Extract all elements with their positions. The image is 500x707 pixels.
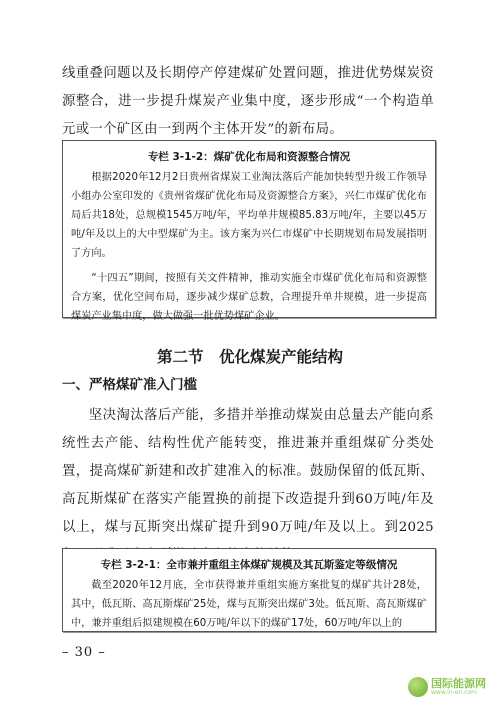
sidebar-box-3-2-1 <box>62 548 436 632</box>
box-body <box>63 576 435 632</box>
box-title: 专栏 3-2-1：全市兼并重组主体煤矿规模及其瓦斯鉴定等级情况 <box>100 559 398 571</box>
box-paragraph: 根据2020年12月2日贵州省煤炭工业淘汰落后产能加快转型升级工作领导小组办公室印发的《贵州省煤矿优化布局及资源整合方案》，兴仁市煤矿优化布局后共18处，总规模1545万吨/年，平均单井规模85.83万吨/年，主要以45万吨/年及以上的大中型煤矿为主。该方案为兴仁市煤矿中长期规划布局发展指明了方向。 <box>71 172 427 259</box>
main-paragraph: 坚决淘汰落后产能，多措并举推动煤炭由总量去产能向系统性去产能、结构性优产能转变，推进兼并重组煤矿分类处置，提高煤矿新建和改扩建准入的标准。鼓励保留的低瓦斯、高瓦斯煤矿在落实产能置换的前提下改造提升到60万吨/年及以上，煤与瓦斯突出煤矿提升到90万吨/年及以上。到2025 <box>62 408 434 535</box>
watermark-logo <box>408 677 486 697</box>
box-body <box>63 168 435 334</box>
box-paragraph: “十四五”期间，按照有关文件精神，推动实施全市煤矿优化布局和资源整合方案，优化空间布局，逐步减少煤矿总数，合理提升单井规模，进一步提高煤炭产业集中度，做大做强一批优势煤矿企业。 <box>71 273 427 322</box>
sidebar-box-3-1-2 <box>62 140 436 322</box>
sub-heading: 一、严格煤矿准入门槛 <box>62 377 197 393</box>
watermark-url: www.in-en.com <box>431 689 477 696</box>
box-title: 专栏 3-1-2：煤矿优化布局和资源整合情况 <box>147 151 351 163</box>
top-paragraph: 线重叠问题以及长期停产停建煤矿处置问题，推进优势煤炭资源整合，进一步提升煤炭产业集中度，逐步形成“一个构造单元或一个矿区由一到两个主体开发”的新布局。 <box>62 66 434 137</box>
globe-icon <box>408 677 428 697</box>
page-number: – 30 – <box>62 645 106 660</box>
section-title: 第二节 优化煤炭产能结构 <box>156 348 343 366</box>
watermark-text: 国际能源网 <box>431 677 486 690</box>
box-paragraph: 截至2020年12月底，全市获得兼并重组实施方案批复的煤矿共计28处，其中，低瓦斯、高瓦斯煤矿25处，煤与瓦斯突出煤矿3处。低瓦斯、高瓦斯煤矿中，兼并重组后拟建规模在60万吨/年以下的煤矿17处，60万吨/年以上的 <box>71 580 427 629</box>
